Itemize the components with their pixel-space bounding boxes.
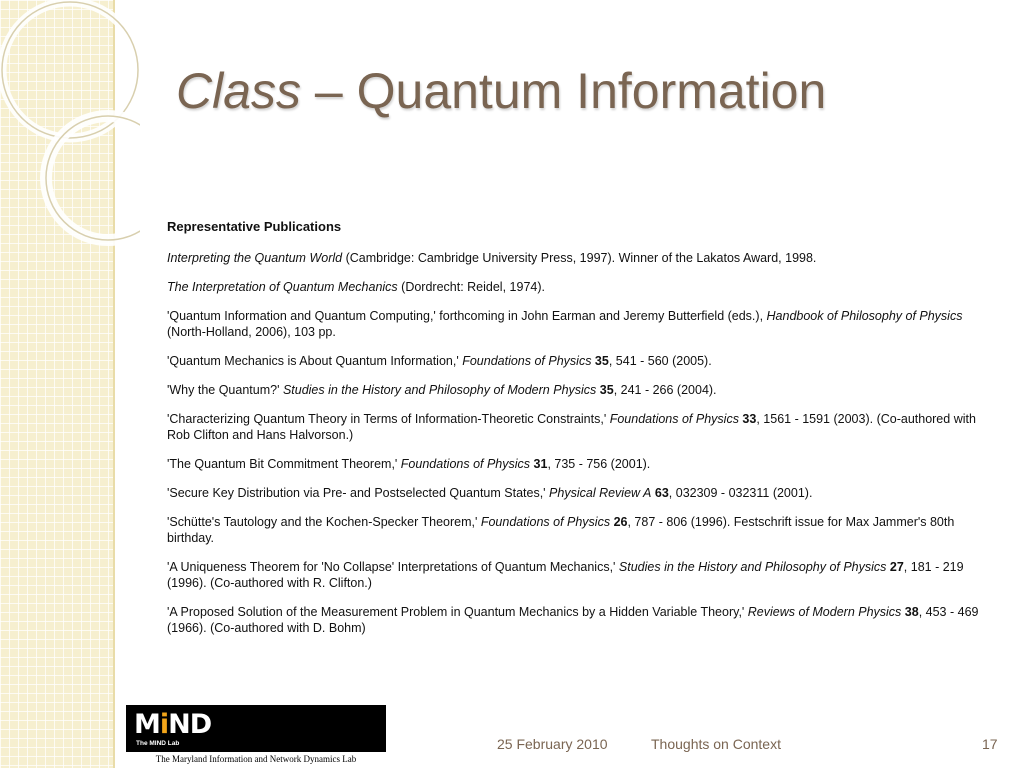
pub-article: 'A Proposed Solution of the Measurement Problem in Quantum Mechanics by a Hidden Variable Theory,' — [167, 605, 748, 619]
pub-venue: Handbook of Philosophy of Physics — [766, 309, 963, 323]
footer-date: 25 February 2010 — [497, 736, 608, 752]
pub-volume: 35 — [596, 383, 614, 397]
publication-item — [167, 456, 997, 472]
pub-detail: , 541 - 560 (2005). — [608, 354, 712, 368]
publication-item — [167, 411, 997, 443]
publication-item — [167, 279, 997, 295]
pub-venue: Physical Review A — [549, 486, 652, 500]
pub-article: 'Schütte's Tautology and the Kochen-Specker Theorem,' — [167, 515, 481, 529]
logo-wordmark — [134, 709, 211, 740]
slide-title-rest: – Quantum Information — [301, 63, 827, 119]
mind-lab-logo — [126, 705, 386, 768]
logo-letter-i: i — [159, 709, 169, 740]
publication-item — [167, 250, 997, 266]
publication-item — [167, 604, 997, 636]
publication-item — [167, 382, 997, 398]
pub-volume: 27 — [886, 560, 904, 574]
pub-volume: 63 — [651, 486, 669, 500]
pub-venue: Foundations of Physics — [609, 412, 739, 426]
pub-venue: Studies in the History and Philosophy of Physics — [618, 560, 887, 574]
pub-volume: 31 — [530, 457, 548, 471]
pub-venue: Foundations of Physics — [480, 515, 611, 529]
pub-volume: 33 — [738, 412, 757, 426]
footer-title: Thoughts on Context — [651, 736, 781, 752]
decorative-rings — [0, 0, 140, 260]
pub-venue: Foundations of Physics — [462, 354, 592, 368]
pub-detail: (North-Holland, 2006), 103 pp. — [167, 325, 336, 339]
slide-title-italic: Class — [176, 63, 302, 119]
footer-page-number: 17 — [982, 736, 998, 752]
pub-detail: , 453 - 469 (1966). (Co-authored with D. Bohm) — [167, 605, 979, 635]
pub-venue: Reviews of Modern Physics — [747, 605, 902, 619]
pub-volume: 38 — [901, 605, 919, 619]
publication-item — [167, 559, 997, 591]
publications-heading: Representative Publications — [167, 219, 342, 234]
pub-detail: , 241 - 266 (2004). — [613, 383, 717, 397]
pub-article: 'Quantum Information and Quantum Computing,' forthcoming in John Earman and Jeremy Butterfield (eds.), — [167, 309, 767, 323]
pub-detail: (Dordrecht: Reidel, 1974). — [397, 280, 545, 294]
logo-letter-m: M — [134, 709, 160, 740]
pub-title: Interpreting the Quantum World — [167, 251, 343, 265]
pub-article: 'Secure Key Distribution via Pre- and Postselected Quantum States,' — [167, 486, 550, 500]
pub-venue: Foundations of Physics — [400, 457, 531, 471]
publications-panel — [167, 219, 997, 649]
pub-title: The Interpretation of Quantum Mechanics — [167, 280, 398, 294]
pub-detail: (Cambridge: Cambridge University Press, 1997). Winner of the Lakatos Award, 1998. — [342, 251, 817, 265]
slide-title — [176, 62, 826, 120]
pub-article: 'Characterizing Quantum Theory in Terms of Information-Theoretic Constraints,' — [167, 412, 610, 426]
pub-volume: 35 — [591, 354, 609, 368]
pub-detail: , 032309 - 032311 (2001). — [668, 486, 813, 500]
logo-letters-nd: ND — [168, 709, 212, 740]
publication-item — [167, 308, 997, 340]
pub-article: 'A Uniqueness Theorem for 'No Collapse' Interpretations of Quantum Mechanics,' — [167, 560, 619, 574]
publication-item — [167, 353, 997, 369]
pub-article: 'Quantum Mechanics is About Quantum Information,' — [167, 354, 463, 368]
pub-venue: Studies in the History and Philosophy of Modern Physics — [282, 383, 597, 397]
logo-subtitle: The MIND Lab — [136, 740, 180, 747]
pub-detail: , 181 - 219 (1996). (Co-authored with R. Clifton.) — [167, 560, 964, 590]
pub-article: 'The Quantum Bit Commitment Theorem,' — [167, 457, 401, 471]
logo-caption: The Maryland Information and Network Dynamics Lab — [155, 754, 357, 764]
logo-background — [126, 705, 386, 752]
pub-volume: 26 — [610, 515, 628, 529]
pub-article: 'Why the Quantum?' — [167, 383, 283, 397]
pub-detail: , 1561 - 1591 (2003). (Co-authored with Rob Clifton and Hans Halvorson.) — [167, 412, 976, 442]
publication-item — [167, 485, 997, 501]
pub-detail: , 787 - 806 (1996). Festschrift issue for Max Jammer's 80th birthday. — [167, 515, 955, 545]
publication-item — [167, 514, 997, 546]
pub-detail: , 735 - 756 (2001). — [547, 457, 651, 471]
